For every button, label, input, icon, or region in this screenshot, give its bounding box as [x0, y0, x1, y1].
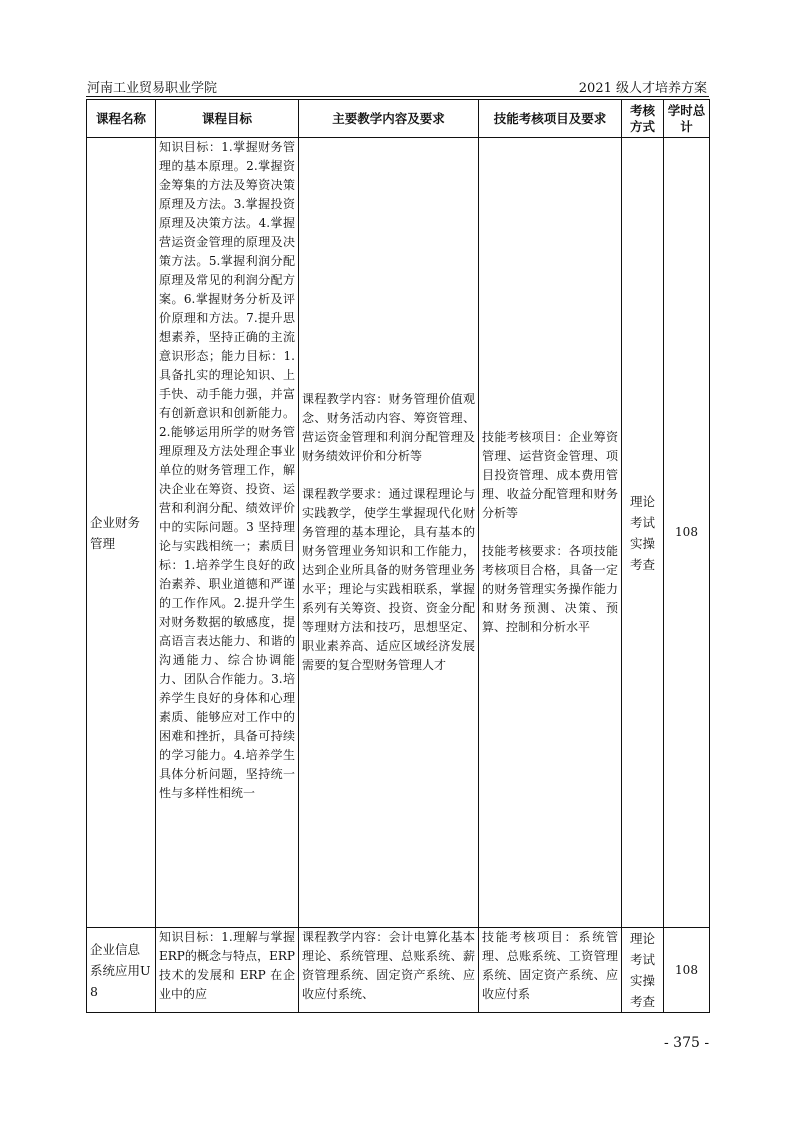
table-row [87, 928, 710, 1013]
total-hours: 108 [664, 928, 710, 1013]
skill-items-text: 技能考核项目：企业筹资管理、运营资金管理、项目投资管理、成本费用管理、收益分配管理和财务分析等 [482, 430, 618, 520]
total-hours: 108 [664, 138, 710, 928]
course-name: 企业财务管理 [87, 138, 156, 928]
table-row [87, 138, 710, 928]
header-plan-title: 2021 级人才培养方案 [578, 81, 707, 96]
skill-requirement-text: 技能考核要求：各项技能考核项目合格，具备一定的财务管理实务操作能力和财务预测、决策、预算、控制和分析水平 [482, 544, 618, 634]
table-header-row [87, 100, 710, 138]
teaching-content-text: 课程教学内容：财务管理价值观念、财务活动内容、筹资管理、营运资金管理和利润分配管理及财务绩效评价和分析等 [302, 392, 475, 463]
course-goal: 知识目标：1.掌握财务管理的基本原理。2.掌握资金筹集的方法及筹资决策原理及方法。3.掌握投资原理及决策方法。4.掌握营运资金管理的原理及决策方法。5.掌握利润分配原理及常见的利润分配方案。6.掌握财务分析及评价原理和方法。7.提升思想素养，坚持正确的主流意识形态；能力目标：1.具备扎实的理论知识、上手快、动手能力强，并富有创新意识和创新能力。2.能够运用所学的财务管理原理及方法处理企事业单位的财务管理工作，解决企业在筹资、投资、运营和利润分配、绩效评价中的实际问题。3 坚持理论与实践相统一；素质目标：1.培养学生良好的政治素养、职业道德和严谨的工作作风。2.提升学生对财务数据的敏感度，提高语言表达能力、和谐的沟通能力、综合协调能力、团队合作能力。3.培养学生良好的身体和心理素质、能够应对工作中的困难和挫折，具备可持续的学习能力。4.培养学生具体分析问题，坚持统一性与多样性相统一 [156, 138, 299, 928]
column-header: 学时总计 [664, 100, 710, 138]
page-number: - 375 - [664, 1035, 710, 1051]
assessment-method: 理论考试实操考查 [622, 928, 664, 1013]
course-name: 企业信息系统应用U8 [87, 928, 156, 1013]
column-header: 主要教学内容及要求 [299, 100, 479, 138]
column-header: 课程名称 [87, 100, 156, 138]
teaching-content [299, 138, 479, 928]
header-school-name: 河南工业贸易职业学院 [87, 81, 218, 96]
skill-assessment [479, 138, 622, 928]
teaching-requirement-text: 课程教学要求：通过课程理论与实践教学，使学生掌握现代化财务管理的基本理论，具有基本的财务管理业务知识和工作能力，达到企业所具备的财务管理业务水平；理论与实践相联系，掌握系列有关筹资、投资、资金分配等理财方法和技巧，思想坚定、职业素养高、适应区域经济发展需要的复合型财务管理人才 [302, 487, 475, 672]
column-header: 技能考核项目及要求 [479, 100, 622, 138]
header-rule [86, 96, 709, 97]
teaching-content: 课程教学内容：会计电算化基本理论、系统管理、总账系统、薪资管理系统、固定资产系统、应收应付系统、 [302, 930, 475, 1001]
skill-assessment: 技能考核项目：系统管理、总账系统、工资管理系统、固定资产系统、应收应付系 [482, 930, 618, 1001]
column-header: 考核方式 [622, 100, 664, 138]
course-table [86, 99, 710, 1013]
column-header: 课程目标 [156, 100, 299, 138]
assessment-method: 理论考试实操考查 [622, 138, 664, 928]
course-goal: 知识目标：1.理解与掌握ERP的概念与特点，ERP 技术的发展和 ERP 在企业中的应 [159, 930, 295, 1001]
